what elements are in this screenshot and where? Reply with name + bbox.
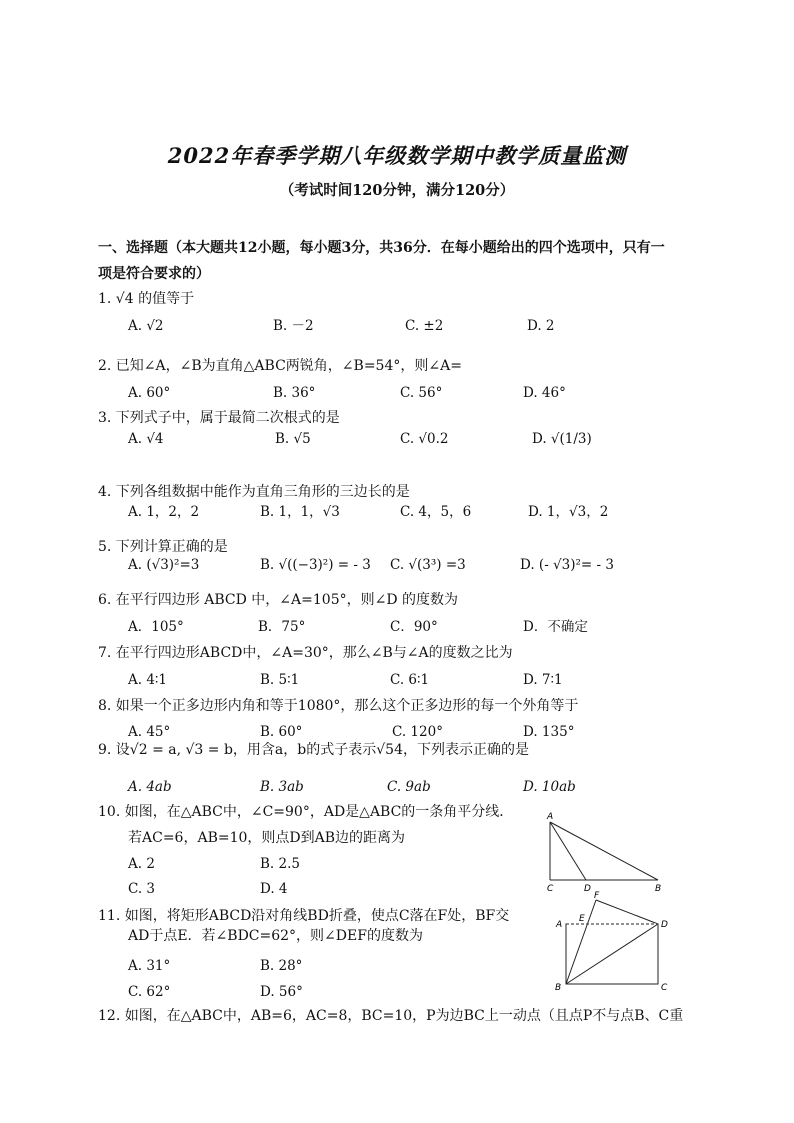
question-3-stem: 3. 下列式子中，属于最简二次根式的是 <box>98 410 340 426</box>
q9-option-c: C. 9ab <box>387 779 431 795</box>
q8-option-b: B. 60° <box>260 724 303 740</box>
question-10-stem: 10. 如图，在△ABC中，∠C=90°，AD是△ABC的一条角平分线． <box>98 804 514 820</box>
q6-option-c: C．90° <box>390 619 438 635</box>
question-11-stem-2: AD于点E．若∠BDC=62°，则∠DEF的度数为 <box>128 928 423 944</box>
question-1-stem: 1. √4 的值等于 <box>98 291 195 307</box>
q3-option-a: A. √4 <box>128 431 164 447</box>
question-7-stem: 7. 在平行四边形ABCD中，∠A=30°，那么∠B与∠A的度数之比为 <box>98 645 513 661</box>
q6-option-a: A．105° <box>128 619 184 635</box>
q10-option-a: A. 2 <box>128 856 155 872</box>
fig10-label-a: A <box>547 812 554 822</box>
q2-option-d: D. 46° <box>523 385 566 401</box>
q6-option-d: D．不确定 <box>523 619 588 635</box>
q8-option-a: A. 45° <box>128 724 171 740</box>
fig11-label-e: E <box>579 914 585 924</box>
page-subtitle: （考试时间120分钟，满分120分） <box>279 182 515 199</box>
question-9-stem: 9. 设√2 = a, √3 = b，用含a，b的式子表示√54，下列表示正确的是 <box>98 742 529 758</box>
question-12-stem: 12. 如图，在△ABC中，AB=6，AC=8，BC=10，P为边BC上一动点（且点P不与点B、C重 <box>98 1008 684 1024</box>
fig11-label-d: D <box>661 920 668 930</box>
q9-option-a: A. 4ab <box>128 779 172 795</box>
q4-option-a: A. 1，2，2 <box>128 504 200 520</box>
q5-option-a: A. (√3)²=3 <box>128 557 200 573</box>
q8-option-d: D. 135° <box>523 724 575 740</box>
q3-option-d: D. √(1/3) <box>532 431 592 447</box>
q4-option-d: D. 1，√3，2 <box>528 504 609 520</box>
q6-option-b: B．75° <box>258 619 306 635</box>
q11-option-d: D. 56° <box>260 984 303 1000</box>
q11-option-a: A. 31° <box>128 958 171 974</box>
fig10-label-b: B <box>655 884 662 894</box>
q1-option-d: D. 2 <box>527 318 555 334</box>
q3-option-c: C. √0.2 <box>400 431 449 447</box>
section-heading-line2: 项是符合要求的） <box>98 266 210 282</box>
q7-option-a: A. 4∶1 <box>128 672 168 688</box>
page-title: 2022年春季学期八年级数学期中教学质量监测 <box>167 143 627 168</box>
q9-option-b: B. 3ab <box>260 779 304 795</box>
fig10-label-d: D <box>584 884 591 894</box>
q3-option-b: B. √5 <box>275 431 311 447</box>
q5-option-d: D. (- √3)²= - 3 <box>520 557 614 573</box>
fig11-label-b: B <box>555 983 562 993</box>
q4-option-c: C. 4，5，6 <box>400 504 472 520</box>
q10-option-d: D. 4 <box>260 881 288 897</box>
q4-option-b: B. 1，1，√3 <box>260 504 340 520</box>
question-8-stem: 8. 如果一个正多边形内角和等于1080°，那么这个正多边形的每一个外角等于 <box>98 698 579 714</box>
q11-option-c: C. 62° <box>128 984 171 1000</box>
q8-option-c: C. 120° <box>392 724 443 740</box>
q2-option-c: C. 56° <box>400 385 443 401</box>
section-heading-line1: 一、选择题（本大题共12小题，每小题3分，共36分．在每小题给出的四个选项中，只有一 <box>98 240 665 256</box>
question-6-stem: 6. 在平行四边形 ABCD 中，∠A=105°，则∠D 的度数为 <box>98 592 459 608</box>
q2-option-b: B. 36° <box>273 385 316 401</box>
q10-option-b: B. 2.5 <box>260 856 300 872</box>
question-4-stem: 4. 下列各组数据中能作为直角三角形的三边长的是 <box>98 484 410 500</box>
q5-option-b: B. √((−3)²) = - 3 <box>260 557 371 573</box>
q7-option-c: C. 6∶1 <box>390 672 430 688</box>
fig11-label-a: A <box>556 920 563 930</box>
question-10-stem-2: 若AC=6，AB=10，则点D到AB边的距离为 <box>128 830 406 846</box>
q5-option-c: C. √(3³) =3 <box>390 557 466 573</box>
q10-option-c: C. 3 <box>128 881 156 897</box>
fig11-label-c: C <box>661 983 668 993</box>
question-2-stem: 2. 已知∠A，∠B为直角△ABC两锐角，∠B=54°，则∠A= <box>98 358 462 374</box>
question-11-stem: 11. 如图，将矩形ABCD沿对角线BD折叠，使点C落在F处，BF交 <box>98 908 510 924</box>
q7-option-b: B. 5∶1 <box>260 672 300 688</box>
fig10-label-c: C <box>547 884 554 894</box>
q2-option-a: A. 60° <box>128 385 171 401</box>
q9-option-d: D. 10ab <box>523 779 576 795</box>
q1-option-b: B. －2 <box>273 318 314 334</box>
fig11-label-f: F <box>594 891 600 901</box>
q1-option-c: C. ±2 <box>405 318 444 334</box>
question-5-stem: 5. 下列计算正确的是 <box>98 539 228 555</box>
q7-option-d: D. 7∶1 <box>523 672 563 688</box>
q11-option-b: B. 28° <box>260 958 303 974</box>
q1-option-a: A. √2 <box>128 318 164 334</box>
figure-q11-folded-rectangle <box>550 890 680 995</box>
figure-q10-triangle <box>540 812 670 894</box>
